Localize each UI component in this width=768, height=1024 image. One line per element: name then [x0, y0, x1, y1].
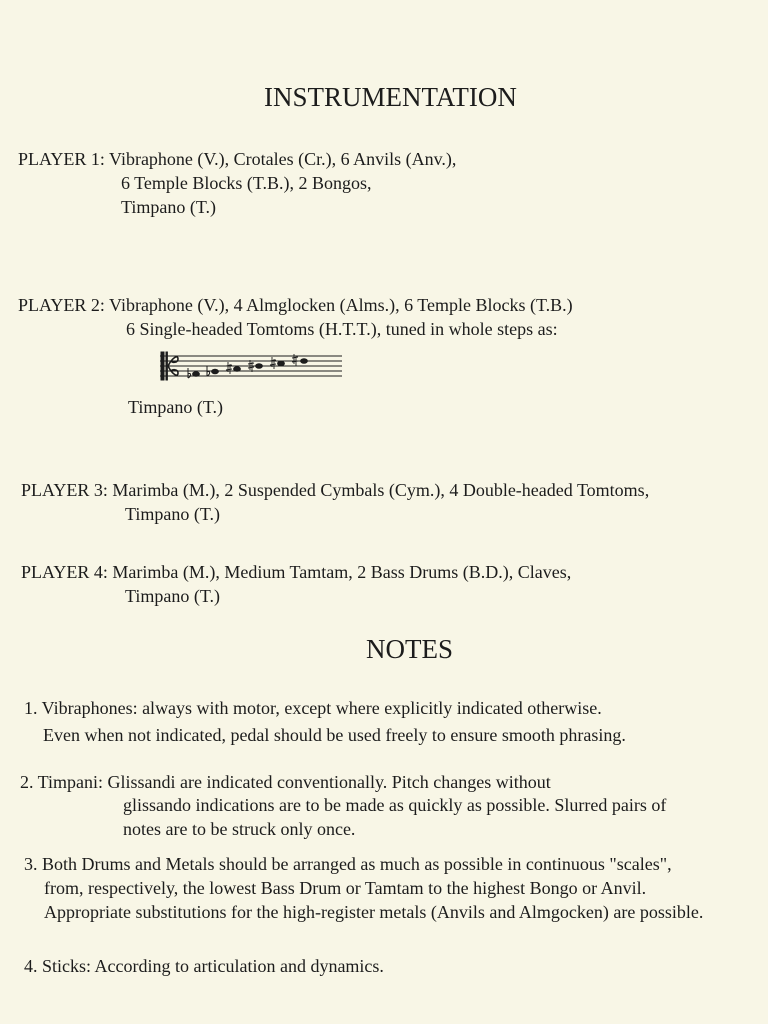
notes-title: NOTES — [366, 634, 453, 664]
player1-line-2: 6 Temple Blocks (T.B.), 2 Bongos, — [121, 173, 372, 193]
note2-line-3: notes are to be struck only once. — [123, 819, 356, 839]
note2-line-2: glissando indications are to be made as quickly as possible. Slurred pairs of — [123, 795, 667, 815]
note-2-icon — [207, 366, 218, 376]
player2-line-1: PLAYER 2: Vibraphone (V.), 4 Almglocken (Alms.), 6 Temple Blocks (T.B.) — [18, 295, 573, 315]
player2-line-2: 6 Single-headed Tomtoms (H.T.T.), tuned in whole steps as: — [126, 319, 558, 339]
tomtom-tuning-staff — [158, 348, 344, 382]
note3-line-2: from, respectively, the lowest Bass Drum or Tamtam to the highest Bongo or Anvil. — [44, 878, 647, 898]
player4-line-1: PLAYER 4: Marimba (M.), Medium Tamtam, 2 Bass Drums (B.D.), Claves, — [21, 562, 572, 582]
player1-line-1: PLAYER 1: Vibraphone (V.), Crotales (Cr.), 6 Anvils (Anv.), — [18, 149, 457, 169]
note-4-icon — [248, 360, 262, 372]
note3-line-1: 3. Both Drums and Metals should be arranged as much as possible in continuous "scales", — [24, 854, 672, 874]
note3-line-3: Appropriate substitutions for the high-register metals (Anvils and Almgocken) are possible. — [44, 902, 704, 922]
note-5-icon — [270, 357, 284, 369]
player3-line-2: Timpano (T.) — [125, 504, 221, 524]
note1-line-1: 1. Vibraphones: always with motor, except where explicitly indicated otherwise. — [24, 698, 602, 718]
note4-line-1: 4. Sticks: According to articulation and dynamics. — [24, 956, 384, 976]
note-3-icon — [226, 362, 240, 374]
player4-line-2: Timpano (T.) — [125, 586, 221, 606]
player3-line-1: PLAYER 3: Marimba (M.), 2 Suspended Cymbals (Cym.), 4 Double-headed Tomtoms, — [21, 480, 650, 500]
player1-line-3: Timpano (T.) — [121, 197, 217, 217]
player2-line-3: Timpano (T.) — [128, 397, 224, 417]
instrumentation-title: INSTRUMENTATION — [264, 82, 517, 112]
note2-line-1: 2. Timpani: Glissandi are indicated conventionally. Pitch changes without — [20, 772, 551, 792]
note-1-icon — [188, 368, 199, 378]
note1-line-2: Even when not indicated, pedal should be used freely to ensure smooth phrasing. — [43, 725, 626, 745]
